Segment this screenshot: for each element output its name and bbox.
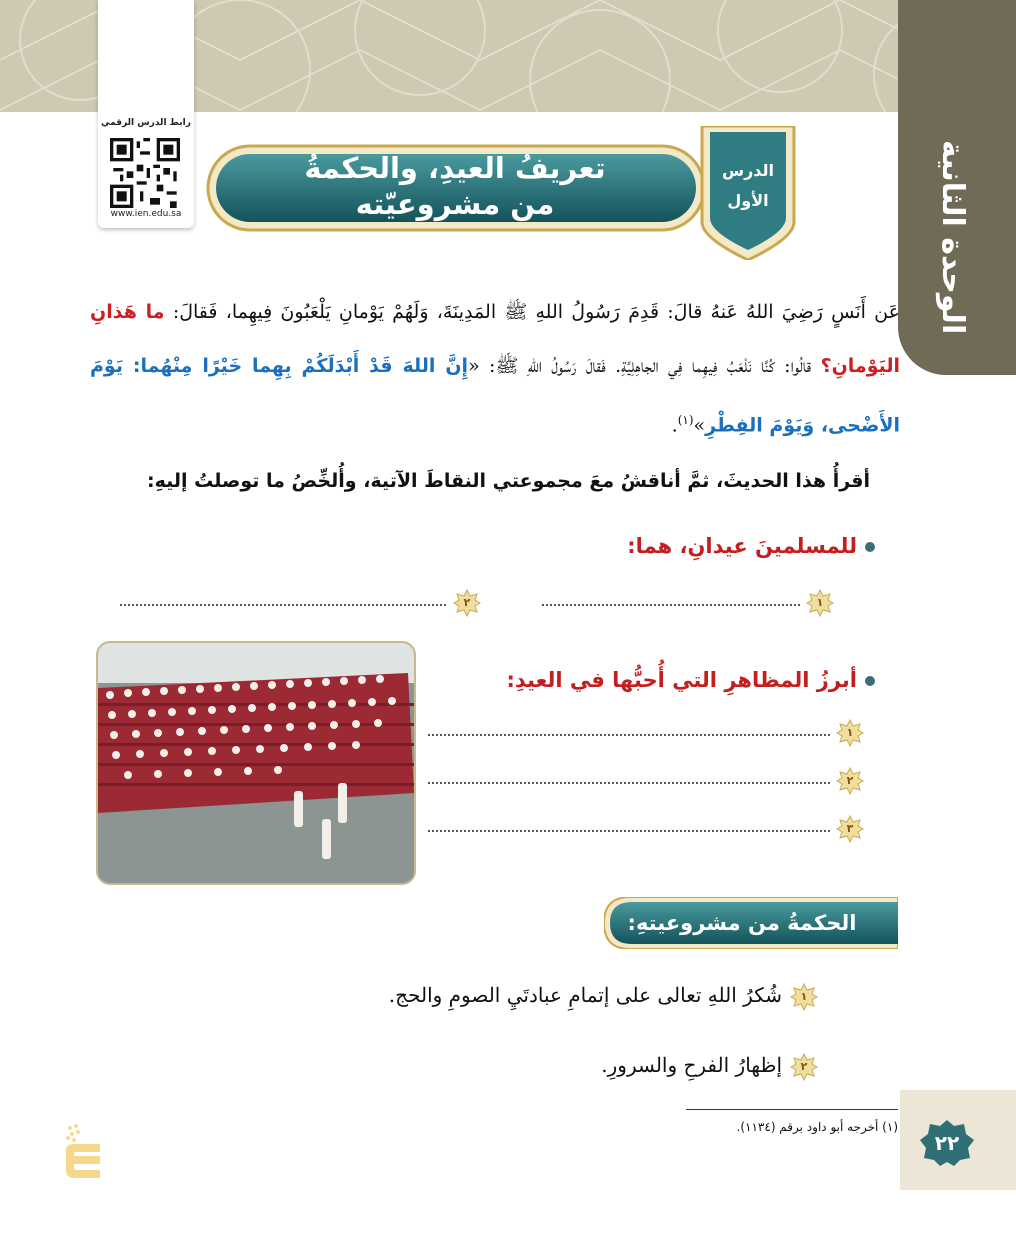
hadith-intro: عَن أَنَسٍ رَضِيَ اللهُ عَنهُ قالَ: قَدِمَ رَسُولُ اللهِ ﷺ المَدِينَةَ، وَلَهُمْ يَوْمانِ يَلْعَبُونَ فِيهِما، فَقالَ: xyxy=(172,301,900,323)
page-number-text: ٢٢ xyxy=(934,1131,960,1155)
number-label: ١ xyxy=(816,596,824,609)
lesson-title-line2: من مشروعيّته xyxy=(355,187,555,221)
footnote-reference[interactable]: (١) xyxy=(677,413,694,427)
wisdom-heading: الحكمةُ من مشروعيتهِ: xyxy=(627,911,857,935)
answer-line[interactable] xyxy=(428,820,830,832)
question1-text: للمسلمينَ عيدانِ، هما: xyxy=(627,534,857,558)
lesson-badge-text xyxy=(706,156,790,216)
activity-instruction: أقرأُ هذا الحديثَ، ثمَّ أناقشُ معَ مجموعتي النقاطَ الآتية، وأُلخِّصُ ما توصلتُ إليهِ: xyxy=(146,470,870,492)
bullet-icon xyxy=(865,676,875,686)
hadith-answer: قالُوا: كُنَّا نَلْعَبُ فِيهِما فِي الجاهِلِيَّةِ. فَقالَ رَسُولُ اللهِ ﷺ: « xyxy=(468,355,812,377)
answer-line[interactable] xyxy=(428,772,830,784)
answer-line[interactable] xyxy=(428,724,830,736)
hadith-closing: » xyxy=(693,414,706,437)
page-number xyxy=(918,1118,976,1168)
wisdom-item-2: إظهارُ الفرحِ والسرورِ. xyxy=(601,1053,782,1077)
qr-code-icon[interactable] xyxy=(110,138,180,208)
eid-prayer-illustration xyxy=(98,643,414,883)
number-star-icon xyxy=(836,719,864,747)
question1-label xyxy=(400,534,875,558)
footnote-divider xyxy=(686,1109,898,1110)
question2-label xyxy=(430,668,875,692)
brand-logo-icon xyxy=(58,1122,108,1188)
hadith-end: . xyxy=(671,414,678,437)
hadith-question: ما هَذانِ اليَوْمانِ؟ xyxy=(90,301,901,377)
number-star-icon xyxy=(790,1053,818,1081)
number-label: ٢ xyxy=(463,596,471,609)
bullet-icon xyxy=(865,542,875,552)
qr-caption: رابط الدرس الرقمي xyxy=(101,118,191,128)
number-label: ٢ xyxy=(800,1060,808,1073)
number-label: ٣ xyxy=(846,822,854,835)
qr-url[interactable]: www.ien.edu.sa xyxy=(110,209,182,219)
lesson-title-line1: تعريفُ العيدِ، والحكمةُ xyxy=(304,151,606,185)
wisdom-item-1: شُكرُ اللهِ تعالى على إتمامِ عبادتَيِ الصومِ والحج. xyxy=(388,983,782,1007)
lesson-badge-line1: الدرس xyxy=(721,161,775,180)
hadith-paragraph xyxy=(90,285,900,452)
number-star-icon xyxy=(836,815,864,843)
prophet-saying: إِنَّ اللهَ قَدْ أَبْدَلَكُمْ بِهِما خَيْرًا مِنْهُما: يَوْمَ الأَضْحى، وَيَوْمَ الفِطْرِ xyxy=(90,355,900,437)
number-label: ١ xyxy=(800,990,808,1003)
answer-line[interactable] xyxy=(120,594,446,606)
number-star-icon xyxy=(790,983,818,1011)
footnote: (١) أخرجه أبو داود برقم (١١٣٤). xyxy=(736,1120,898,1134)
unit-title: الوحدة الثانية xyxy=(935,139,970,335)
number-star-icon xyxy=(453,589,481,617)
number-star-icon xyxy=(836,767,864,795)
number-label: ١ xyxy=(846,726,854,739)
qr-card[interactable] xyxy=(98,0,194,228)
answer-line[interactable] xyxy=(542,594,800,606)
lesson-title xyxy=(230,150,680,222)
eid-prayer-photo xyxy=(96,641,416,885)
number-star-icon xyxy=(806,589,834,617)
number-label: ٢ xyxy=(846,774,854,787)
question2-text: أبرزُ المظاهرِ التي أُحبُّها في العيدِ: xyxy=(506,668,857,692)
lesson-badge-line2: الأول xyxy=(727,191,769,210)
